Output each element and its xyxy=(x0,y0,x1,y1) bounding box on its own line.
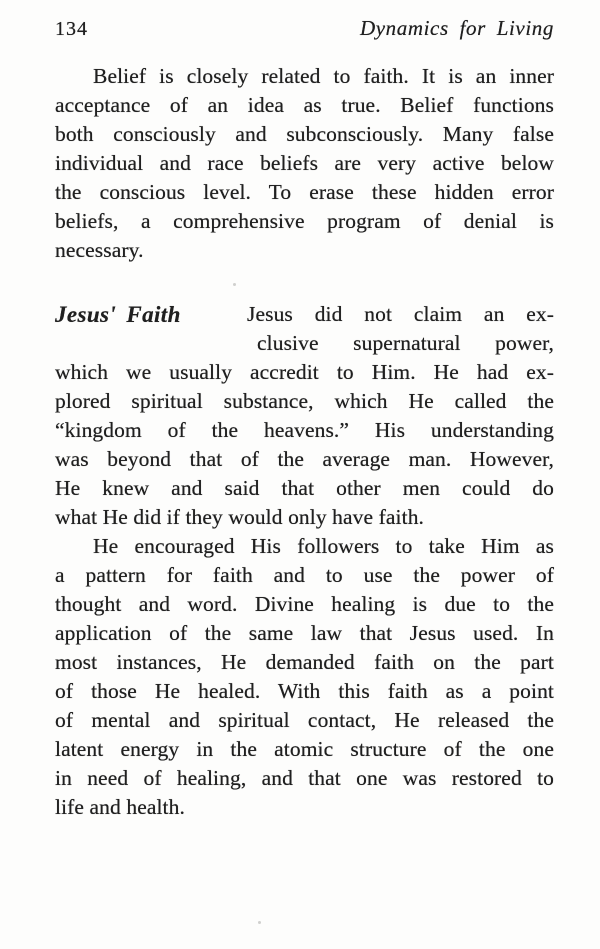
text-line: application of the same law that Jesus used. In xyxy=(55,621,554,645)
text-line: necessary. xyxy=(55,238,144,262)
text-line: He encouraged His followers to take Him as xyxy=(93,534,554,558)
text-line: individual and race beliefs are very active below xyxy=(55,151,554,175)
text-line: clusive supernatural power, xyxy=(257,331,554,355)
text-line: acceptance of an idea as true. Belief functions xyxy=(55,93,554,117)
section-heading: Jesus' Faith xyxy=(55,302,181,327)
text-line: latent energy in the atomic structure of the one xyxy=(55,737,554,761)
text-line: what He did if they would only have faith. xyxy=(55,505,425,529)
text-line: a pattern for faith and to use the power of xyxy=(55,563,554,587)
page-body xyxy=(55,62,554,822)
text-line: thought and word. Divine healing is due to the xyxy=(55,592,554,616)
text-line: life and health. xyxy=(55,795,185,819)
labeled-section xyxy=(55,300,554,532)
text-line: Belief is closely related to faith. It is an inner xyxy=(93,64,554,88)
page-inner xyxy=(55,0,554,822)
text-line: of those He healed. With this faith as a point xyxy=(55,679,554,703)
text-line: He knew and said that other men could do xyxy=(55,476,554,500)
paragraph xyxy=(55,532,554,822)
text-line: plored spiritual substance, which He called the xyxy=(55,389,554,413)
text-line: of mental and spiritual contact, He released the xyxy=(55,708,554,732)
scan-speck xyxy=(258,921,261,924)
text-line: was beyond that of the average man. However, xyxy=(55,447,554,471)
text-line: both consciously and subconsciously. Many false xyxy=(55,122,554,146)
text-line: most instances, He demanded faith on the part xyxy=(55,650,554,674)
text-line: the conscious level. To erase these hidden error xyxy=(55,180,554,204)
paragraph xyxy=(55,62,554,265)
text-line: Jesus did not claim an ex- xyxy=(247,302,554,326)
scan-speck xyxy=(233,283,236,286)
page-header xyxy=(55,0,554,42)
text-line: “kingdom of the heavens.” His understanding xyxy=(55,418,554,442)
text-line: which we usually accredit to Him. He had ex- xyxy=(55,360,554,384)
page-number: 134 xyxy=(55,18,88,40)
text-line: in need of healing, and that one was restored to xyxy=(55,766,554,790)
running-title: Dynamics for Living xyxy=(359,16,554,40)
text-line: beliefs, a comprehensive program of denial is xyxy=(55,209,554,233)
